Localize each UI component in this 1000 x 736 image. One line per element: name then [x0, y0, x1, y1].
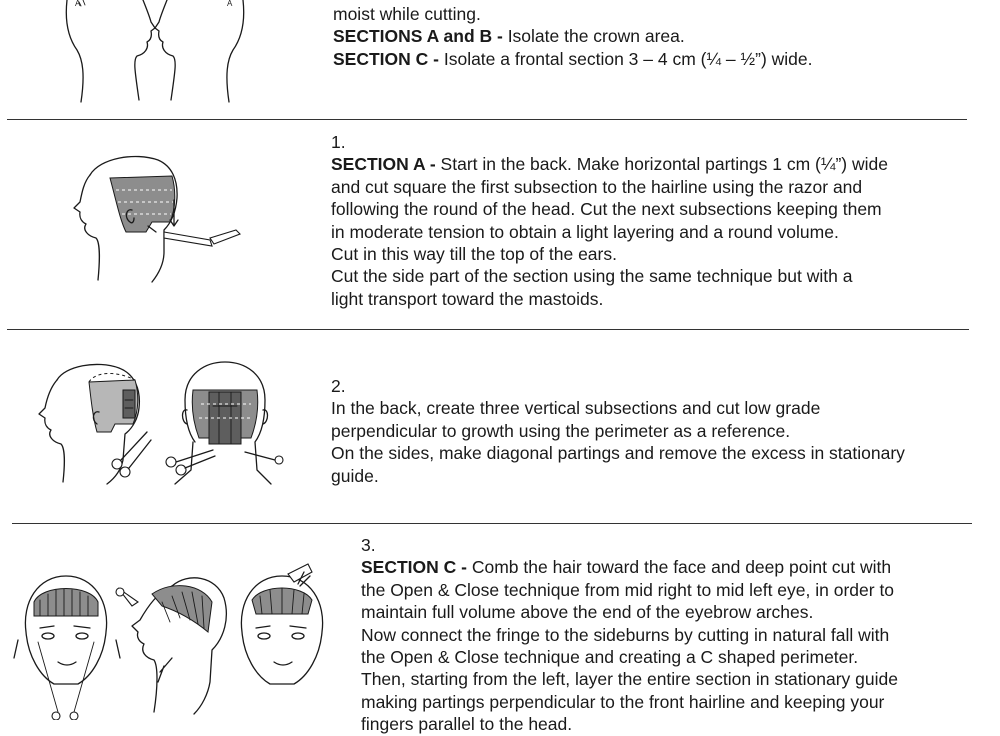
step3-line-5: the Open & Close technique and creating a C shaped perimeter.	[361, 647, 859, 668]
step1-line-6: Cut the side part of the section using the same technique but with a	[331, 266, 853, 287]
step3-line-8: fingers parallel to the head.	[361, 714, 573, 735]
step1-label: SECTION A -	[331, 154, 441, 175]
step2-line-4: guide.	[331, 465, 379, 486]
sections-ab-text: Isolate the crown area.	[507, 26, 685, 47]
step1-line-4: in moderate tension to obtain a light layering and a round volume.	[331, 221, 839, 242]
step2-line-1: In the back, create three vertical subsections and cut low grade	[331, 398, 821, 419]
step1-line-1-text: Start in the back. Make horizontal partings 1 cm (¼”) wide	[440, 154, 888, 175]
step3-number: 3.	[361, 535, 376, 555]
step3-line-1-text: Comb the hair toward the face and deep point cut with	[471, 557, 892, 578]
step1-line-3: following the round of the head. Cut the next subsections keeping them	[331, 199, 882, 220]
svg-text:A: A	[227, 0, 233, 8]
intro-line-1: moist while cutting.	[333, 4, 481, 24]
intro-sections-ab	[333, 25, 813, 47]
step3-line-2: the Open & Close technique from mid right to mid left eye, in order to	[361, 579, 895, 600]
intro-text	[333, 3, 813, 70]
sections-ab-label: SECTIONS A and B -	[333, 26, 508, 47]
step3-illustration	[12, 562, 330, 720]
razor-cut-profile-icon	[60, 150, 250, 290]
intro-illustration	[55, 0, 255, 105]
svg-text:A: A	[75, 0, 81, 8]
head-profiles-icon	[55, 0, 255, 105]
step2-number: 2.	[331, 376, 346, 396]
intro-section-c	[333, 48, 813, 70]
step2-illustration	[35, 360, 285, 485]
step1-text	[331, 131, 888, 310]
step3-label: SECTION C -	[361, 557, 472, 578]
step3-line-3: maintain full volume above the end of the eyebrow arches.	[361, 602, 814, 623]
step1-line-2: and cut square the first subsection to the hairline using the razor and	[331, 176, 863, 197]
step2-line-3: On the sides, make diagonal partings and remove the excess in stationary	[331, 443, 905, 464]
section-c-label: SECTION C -	[333, 48, 444, 69]
divider-1	[7, 119, 967, 120]
scissors-cut-back-icon	[35, 360, 285, 485]
step1-line-7: light transport toward the mastoids.	[331, 288, 604, 309]
divider-3	[12, 523, 972, 524]
step1-illustration	[60, 150, 250, 290]
step3-line-4: Now connect the fringe to the sideburns by cutting in natural fall with	[361, 624, 890, 645]
step1-number: 1.	[331, 132, 346, 152]
step1-line-5: Cut in this way till the top of the ears.	[331, 244, 617, 265]
step2-line-2: perpendicular to growth using the perimeter as a reference.	[331, 420, 791, 441]
step3-text	[361, 534, 898, 736]
step1-line-1	[331, 153, 888, 175]
step3-line-6: Then, starting from the left, layer the entire section in stationary guide	[361, 669, 898, 690]
step2-text	[331, 375, 905, 487]
section-c-text: Isolate a frontal section 3 – 4 cm (¼ – ½”) wide.	[443, 48, 813, 69]
step3-line-1	[361, 556, 898, 578]
divider-2	[7, 329, 969, 330]
step3-line-7: making partings perpendicular to the front hairline and keeping your	[361, 691, 885, 712]
fringe-cut-faces-icon	[12, 562, 330, 720]
